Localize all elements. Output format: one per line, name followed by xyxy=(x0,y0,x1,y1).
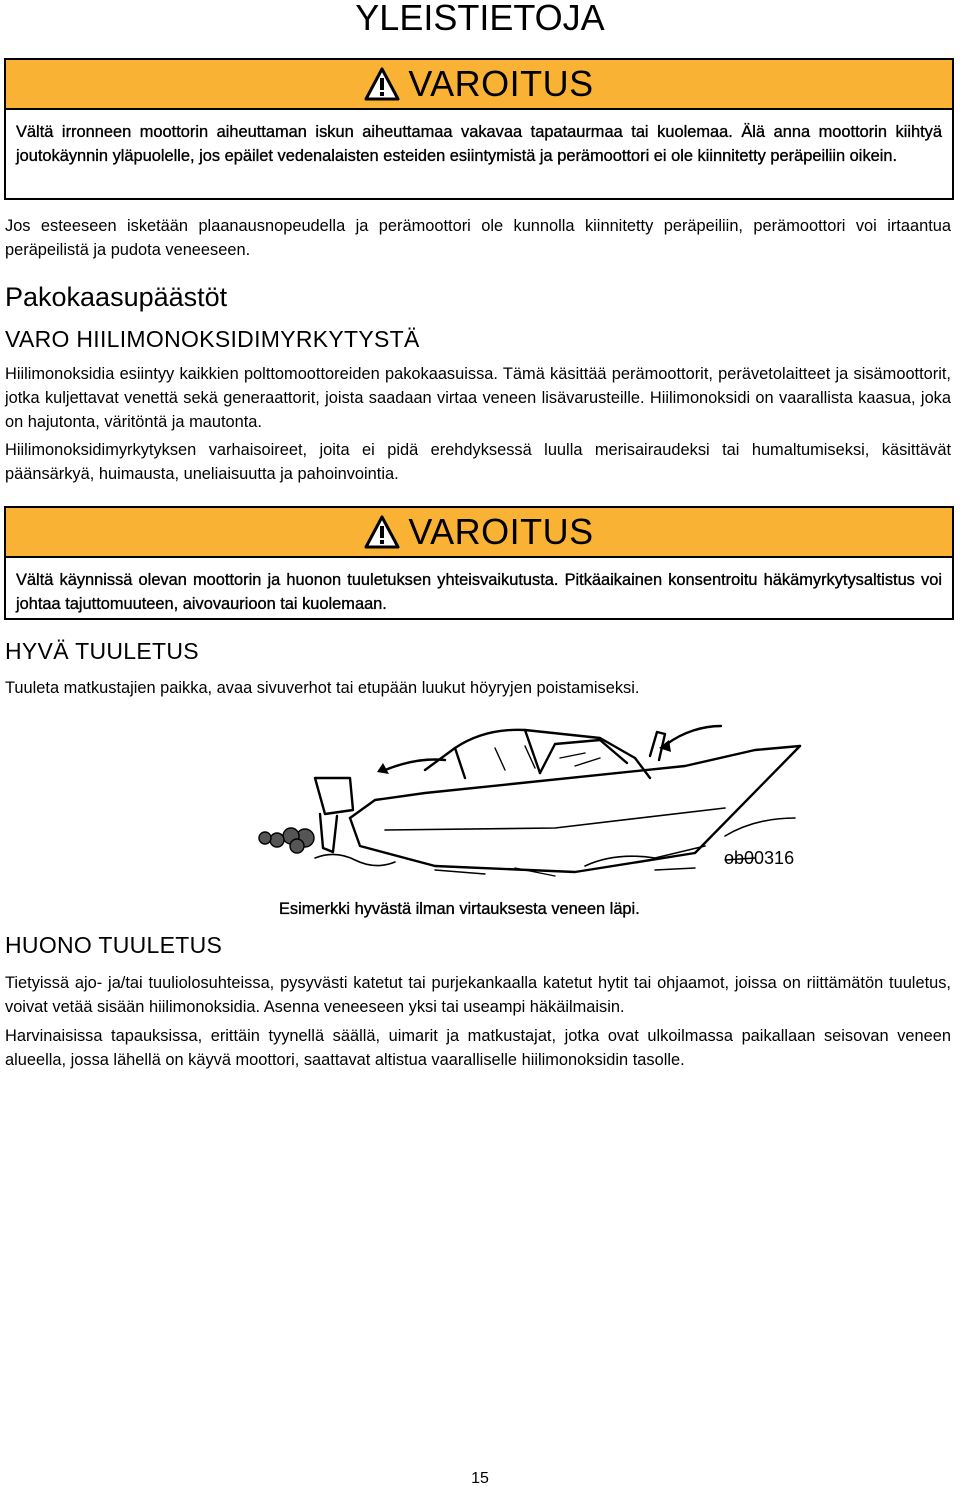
paragraph-good-ventilation: Tuuleta matkustajien paikka, avaa sivuverhot tai etupään luukut höyryjen poistamiseksi. xyxy=(5,679,640,697)
paragraph: Jos esteeseen isketään plaanausnopeudella ja perämoottori ole kunnolla kiinnitetty peräpeiliin, perämoottori voi irtaantua peräpeilistä ja pudota veneeseen. xyxy=(5,217,951,259)
warning-text-2: Vältä käynnissä olevan moottorin ja huonon tuuletuksen yhteisvaikutusta. Pitkäaikainen konsentroitu häkämyrkytysaltistus voi johtaa tajuttomuuteen, aivovaurioon tai kuolemaan. xyxy=(16,571,942,613)
warning-triangle-icon xyxy=(364,515,400,549)
warning-header-2 xyxy=(6,508,952,558)
airflow-arrow-front xyxy=(667,726,721,744)
section-heading-good-ventilation: HYVÄ TUULETUS xyxy=(5,638,199,664)
warning-triangle-icon xyxy=(364,67,400,101)
warning-box-2 xyxy=(4,506,954,620)
section-heading-poor-ventilation: HUONO TUULETUS xyxy=(5,932,223,958)
page-number: 15 xyxy=(471,1470,489,1487)
warning-heading: VAROITUS xyxy=(408,63,594,104)
figure-code: ob00316 xyxy=(724,848,795,868)
figure-caption: Esimerkki hyvästä ilman virtauksesta veneen läpi. xyxy=(279,900,640,918)
paragraph-poor-ventilation-1: Tietyissä ajo- ja/tai tuuliolosuhteissa, pysyvästi katetut tai purjekankaalla katetut hytit tai ohjaamot, joissa on riittämätön tuuletus, voivat vetää sisään hiilimonoksidia. Asenna veneeseen yksi tai useampi häkäilmaisin. xyxy=(5,974,951,1016)
warning-header xyxy=(6,60,952,110)
paragraph-poor-ventilation-2: Harvinaisissa tapauksissa, erittäin tyynellä säällä, uimarit ja matkustajat, jotka ovat ulkoilmassa paikallaan seisovan veneen alueella, jossa lähellä on käyvä moottori, saattavat altistua vaaralliselle hiilimonoksidin tasolle. xyxy=(5,1027,951,1069)
warning-box xyxy=(4,58,954,200)
warning-text: Vältä irronneen moottorin aiheuttaman iskun aiheuttamaa vakavaa tapataurmaa tai kuolemaa. Älä anna moottorin kiihtyä joutokäynnin yläpuolelle, jos epäilet vedenalaisten esteiden esiintymistä ja perämoottori ei ole kiinnitetty peräpeiliin oikein. xyxy=(16,123,942,165)
section-heading-exhaust: Pakokaasupäästöt xyxy=(5,282,228,312)
paragraph-exhaust-2: Hiilimonoksidimyrkytyksen varhaisoireet, joita ei pidä erehdyksessä luulla merisairaudeksi tai humaltumiseksi, käsittävät päänsärkyä, huimausta, uneliaisuutta ja pahoinvointia. xyxy=(5,441,951,483)
subheading-co-warning: VARO HIILIMONOKSIDIMYRKYTYSTÄ xyxy=(5,326,420,352)
page-title: YLEISTIETOJA xyxy=(355,0,605,38)
warning-heading-2: VAROITUS xyxy=(408,511,594,552)
paragraph-exhaust-1: Hiilimonoksidia esiintyy kaikkien polttomoottoreiden pakokaasuissa. Tämä käsittää perämoottorit, perävetolaitteet ja sisämoottorit, jotka kuljettavat venettä sekä generaattorit, joista saadaan virtaa veneen lisävarusteille. Hiilimonoksidi on vaarallista kaasua, joka on hajutonta, väritöntä ja mautonta. xyxy=(5,365,951,431)
